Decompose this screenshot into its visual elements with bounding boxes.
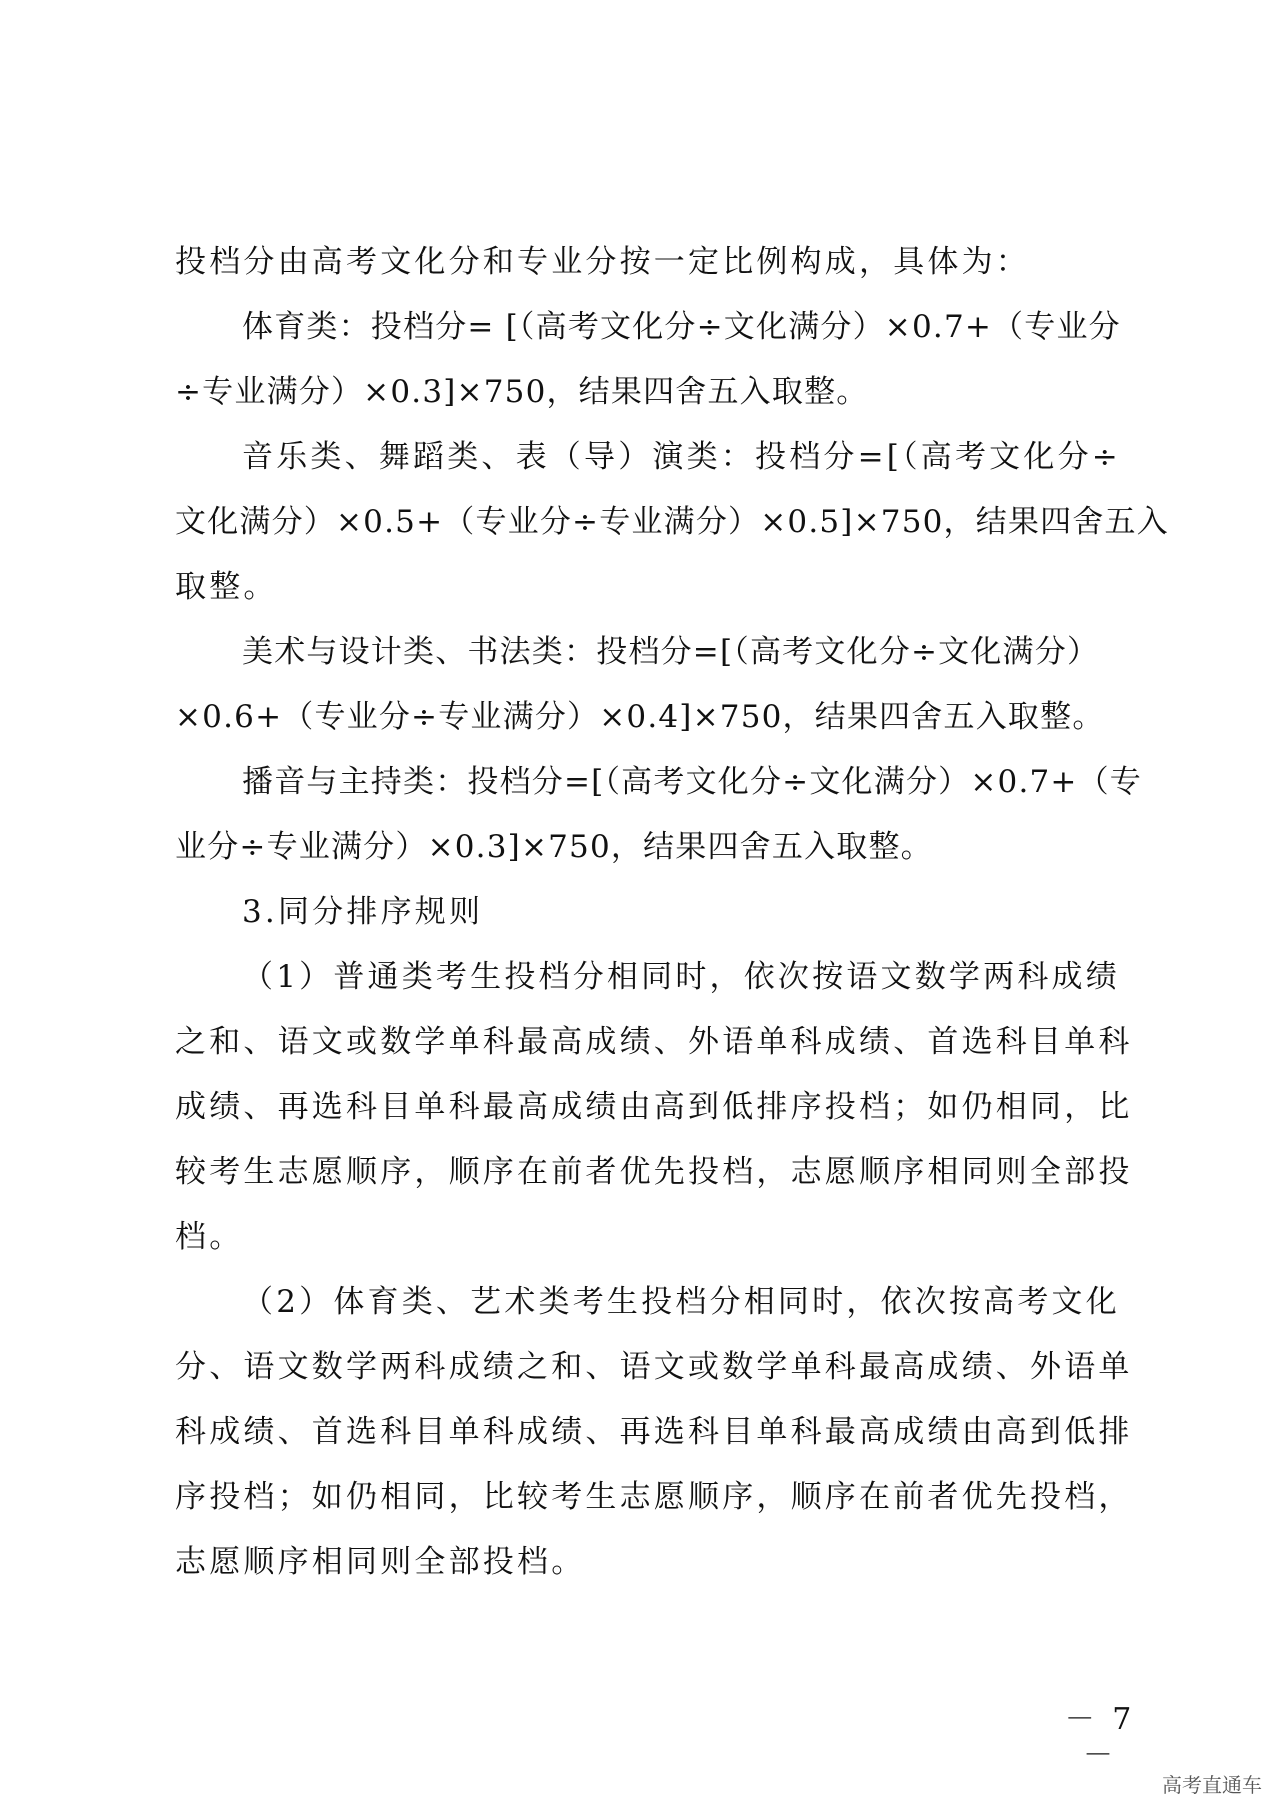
rule-2-line: （2）体育类、艺术类考生投档分相同时，依次按高考文化 xyxy=(242,1284,1120,1320)
formula-sports-line: 体育类：投档分= [（高考文化分÷文化满分）×0.7+（专业分 xyxy=(242,309,1121,345)
rule-2-line: 科成绩、首选科目单科成绩、再选科目单科最高成绩由高到低排 xyxy=(175,1414,1133,1450)
rule-1-line: 之和、语文或数学单科最高成绩、外语单科成绩、首选科目单科 xyxy=(175,1024,1133,1060)
formula-broadcasting-line: 播音与主持类：投档分=[（高考文化分÷文化满分）×0.7+（专 xyxy=(242,764,1142,800)
formula-art-design-line: ×0.6+（专业分÷专业满分）×0.4]×750，结果四舍五入取整。 xyxy=(175,699,1105,735)
rule-2-line: 分、语文数学两科成绩之和、语文或数学单科最高成绩、外语单 xyxy=(175,1349,1133,1385)
rule-2-line: 志愿顺序相同则全部投档。 xyxy=(175,1544,586,1580)
formula-music-dance-line: 文化满分）×0.5+（专业分÷专业满分）×0.5]×750，结果四舍五入 xyxy=(175,504,1169,540)
formula-sports-line: ÷专业满分）×0.3]×750，结果四舍五入取整。 xyxy=(175,374,869,410)
body-text-line: 投档分由高考文化分和专业分按一定比例构成，具体为： xyxy=(175,244,1030,280)
section-heading: 3.同分排序规则 xyxy=(242,894,484,930)
formula-music-dance-line: 取整。 xyxy=(175,569,278,605)
page-number: － 7 － xyxy=(1064,1702,1136,1773)
formula-art-design-line: 美术与设计类、书法类：投档分=[（高考文化分÷文化满分） xyxy=(242,634,1100,670)
rule-1-line: 档。 xyxy=(175,1219,244,1255)
watermark-text: 高考直通车 xyxy=(1162,1773,1262,1797)
rule-1-line: （1）普通类考生投档分相同时，依次按语文数学两科成绩 xyxy=(242,959,1120,995)
rule-2-line: 序投档；如仍相同，比较考生志愿顺序，顺序在前者优先投档， xyxy=(175,1479,1133,1515)
rule-1-line: 成绩、再选科目单科最高成绩由高到低排序投档；如仍相同，比 xyxy=(175,1089,1133,1125)
formula-broadcasting-line: 业分÷专业满分）×0.3]×750，结果四舍五入取整。 xyxy=(175,829,933,865)
rule-1-line: 较考生志愿顺序，顺序在前者优先投档，志愿顺序相同则全部投 xyxy=(175,1154,1133,1190)
formula-music-dance-line: 音乐类、舞蹈类、表（导）演类：投档分=[（高考文化分÷ xyxy=(242,439,1121,475)
